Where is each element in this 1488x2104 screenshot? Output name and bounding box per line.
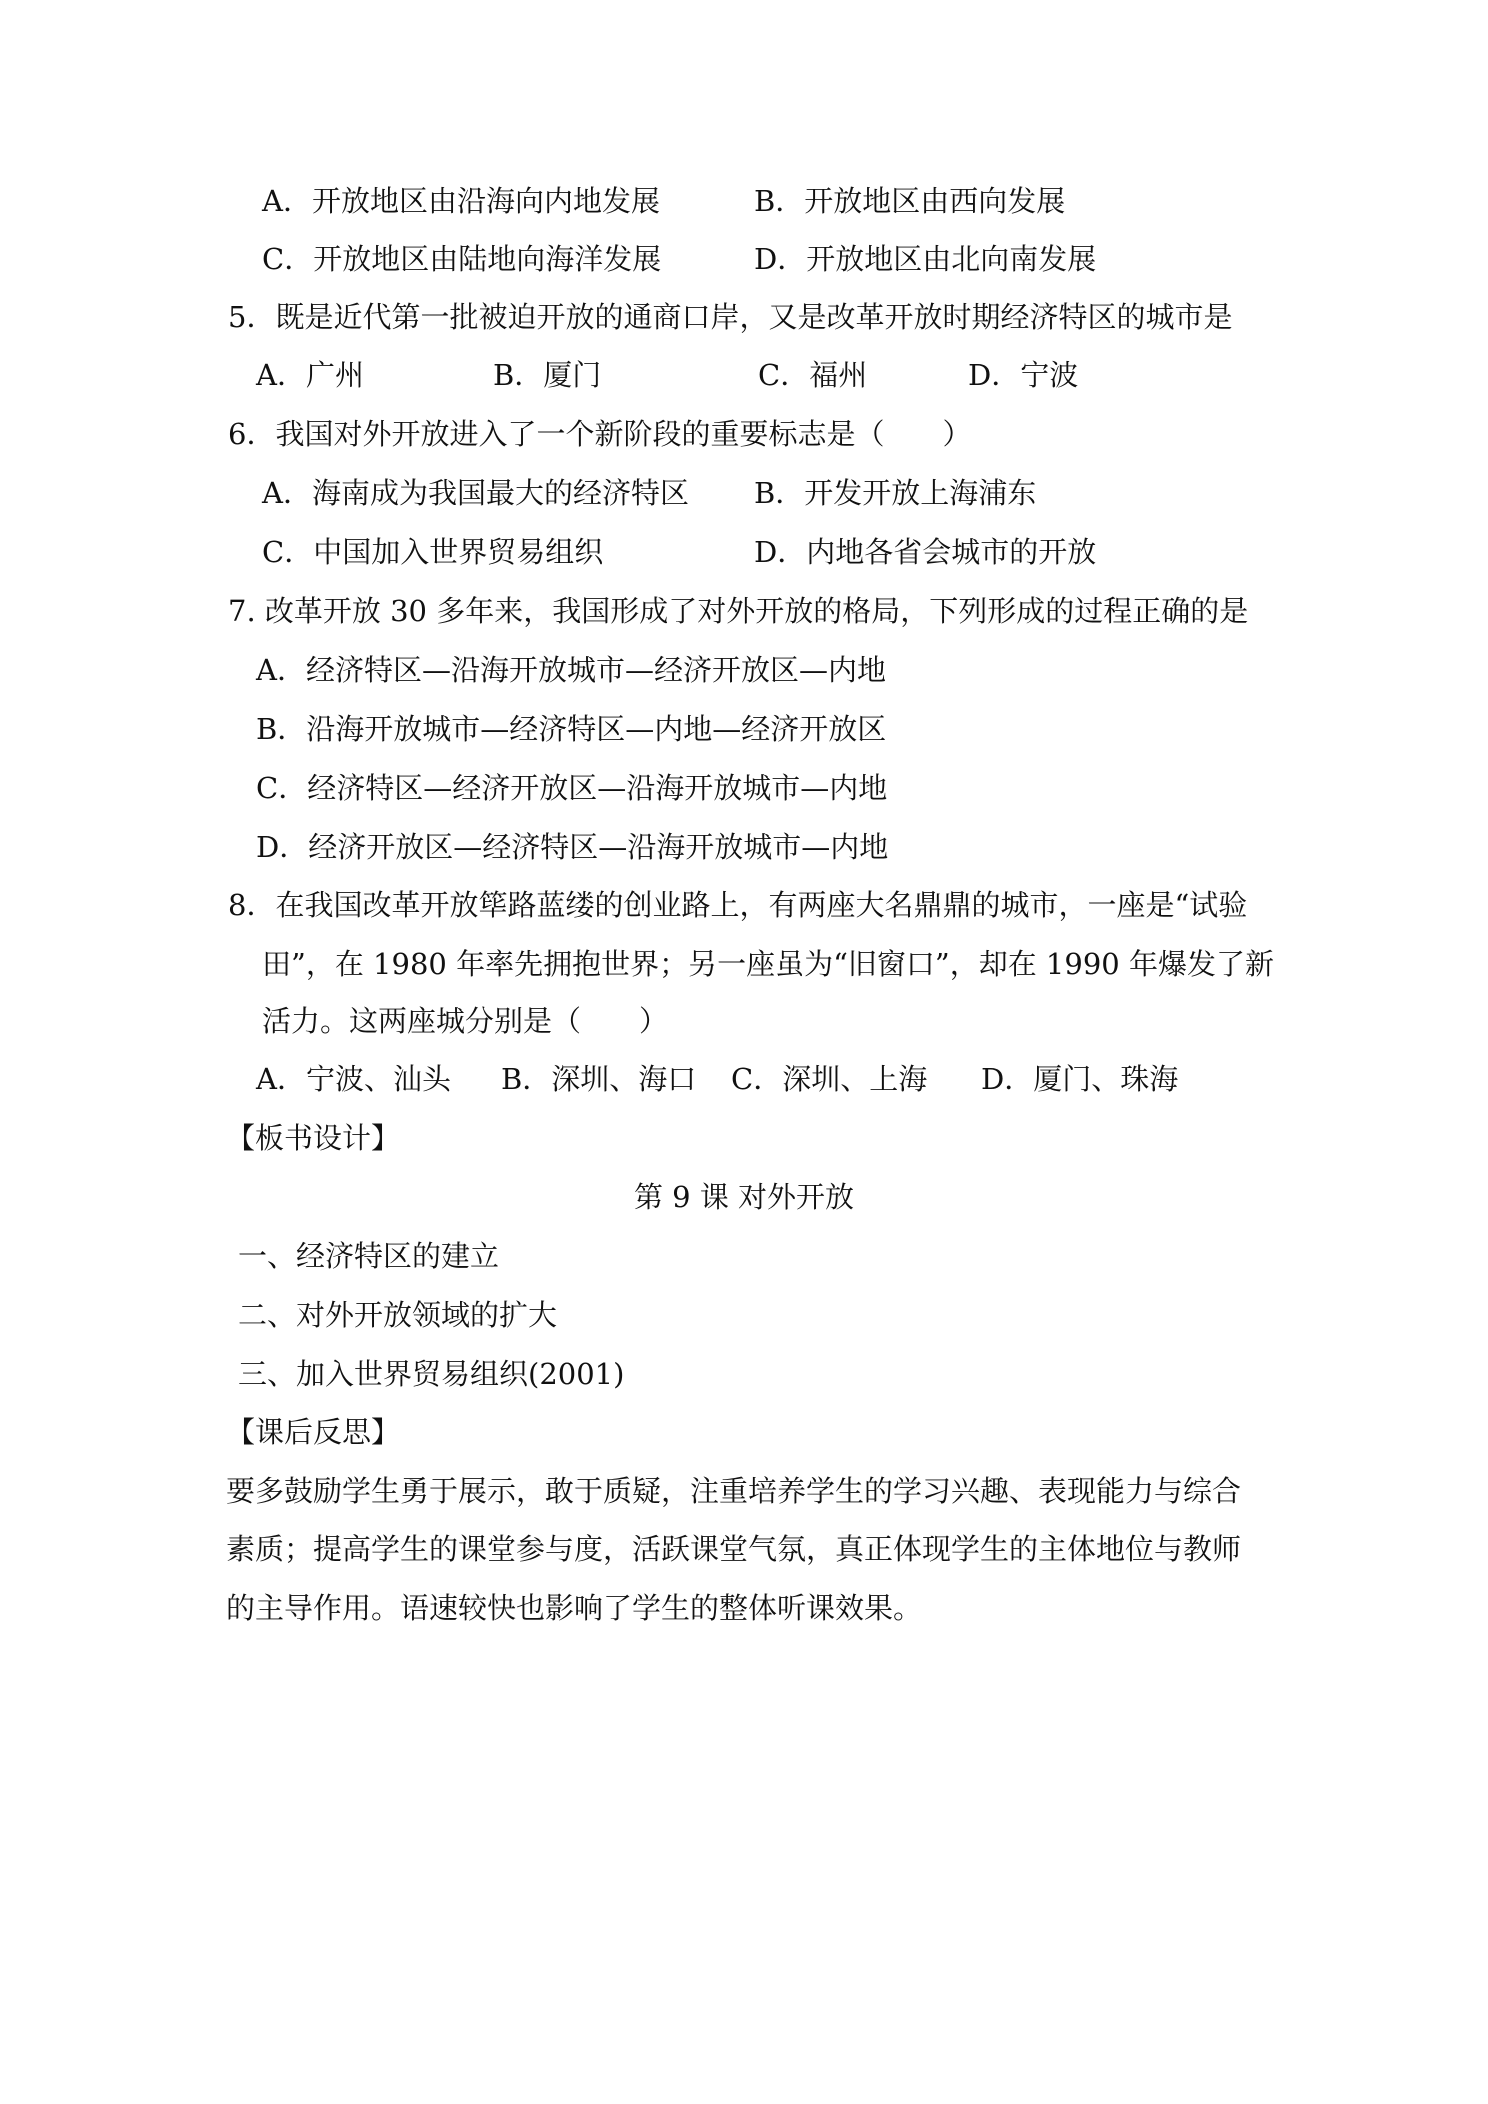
board-item-1: 一、经济特区的建立 xyxy=(238,1239,500,1273)
q7-stem: 7. 改革开放 30 多年来，我国形成了对外开放的格局，下列形成的过程正确的是 xyxy=(228,594,1249,628)
reflection-line-2: 素质；提高学生的课堂参与度，活跃课堂气氛，真正体现学生的主体地位与教师 xyxy=(226,1532,1242,1566)
board-item-2: 二、对外开放领域的扩大 xyxy=(238,1298,558,1332)
board-title: 第 9 课 对外开放 xyxy=(633,1180,855,1214)
q7-option-a: A．经济特区—沿海开放城市—经济开放区—内地 xyxy=(256,653,886,687)
q4-option-d: D．开放地区由北向南发展 xyxy=(754,242,1097,276)
q8-stem-line3: 活力。这两座城分别是（ ） xyxy=(262,1004,669,1038)
q8-option-c: C．深圳、上海 xyxy=(731,1062,928,1096)
q7-option-d: D．经济开放区—经济特区—沿海开放城市—内地 xyxy=(256,830,889,864)
board-heading: 【板书设计】 xyxy=(226,1121,401,1155)
q5-stem: 5．既是近代第一批被迫开放的通商口岸，又是改革开放时期经济特区的城市是 xyxy=(228,300,1233,334)
reflection-heading: 【课后反思】 xyxy=(226,1415,401,1449)
q4-option-c: C．开放地区由陆地向海洋发展 xyxy=(262,242,662,276)
q8-option-a: A．宁波、汕头 xyxy=(256,1062,451,1096)
q8-option-d: D．厦门、珠海 xyxy=(981,1062,1179,1096)
q4-option-a: A．开放地区由沿海向内地发展 xyxy=(262,184,660,218)
q6-option-c: C．中国加入世界贸易组织 xyxy=(262,535,604,569)
q8-option-b: B．深圳、海口 xyxy=(501,1062,697,1096)
q7-option-c: C．经济特区—经济开放区—沿海开放城市—内地 xyxy=(256,771,888,805)
reflection-line-1: 要多鼓励学生勇于展示，敢于质疑，注重培养学生的学习兴趣、表现能力与综合 xyxy=(226,1474,1242,1508)
q5-option-c: C．福州 xyxy=(758,358,868,392)
q5-option-a: A．广州 xyxy=(256,358,364,392)
q5-option-b: B．厦门 xyxy=(493,358,602,392)
reflection-line-3: 的主导作用。语速较快也影响了学生的整体听课效果。 xyxy=(226,1591,923,1625)
q6-option-b: B．开发开放上海浦东 xyxy=(754,476,1037,510)
q5-option-d: D．宁波 xyxy=(968,358,1079,392)
q6-option-d: D．内地各省会城市的开放 xyxy=(754,535,1097,569)
q8-stem-line1: 8．在我国改革开放筚路蓝缕的创业路上，有两座大名鼎鼎的城市，一座是“试验 xyxy=(228,888,1248,922)
q4-option-b: B．开放地区由西向发展 xyxy=(754,184,1066,218)
q6-stem: 6．我国对外开放进入了一个新阶段的重要标志是（ ） xyxy=(228,417,972,451)
q6-option-a: A．海南成为我国最大的经济特区 xyxy=(262,476,689,510)
q8-stem-line2: 田”，在 1980 年率先拥抱世界；另一座虽为“旧窗口”，却在 1990 年爆发了新 xyxy=(262,947,1274,981)
board-item-3: 三、加入世界贸易组织(2001) xyxy=(238,1357,625,1391)
q7-option-b: B．沿海开放城市—经济特区—内地—经济开放区 xyxy=(256,712,887,746)
